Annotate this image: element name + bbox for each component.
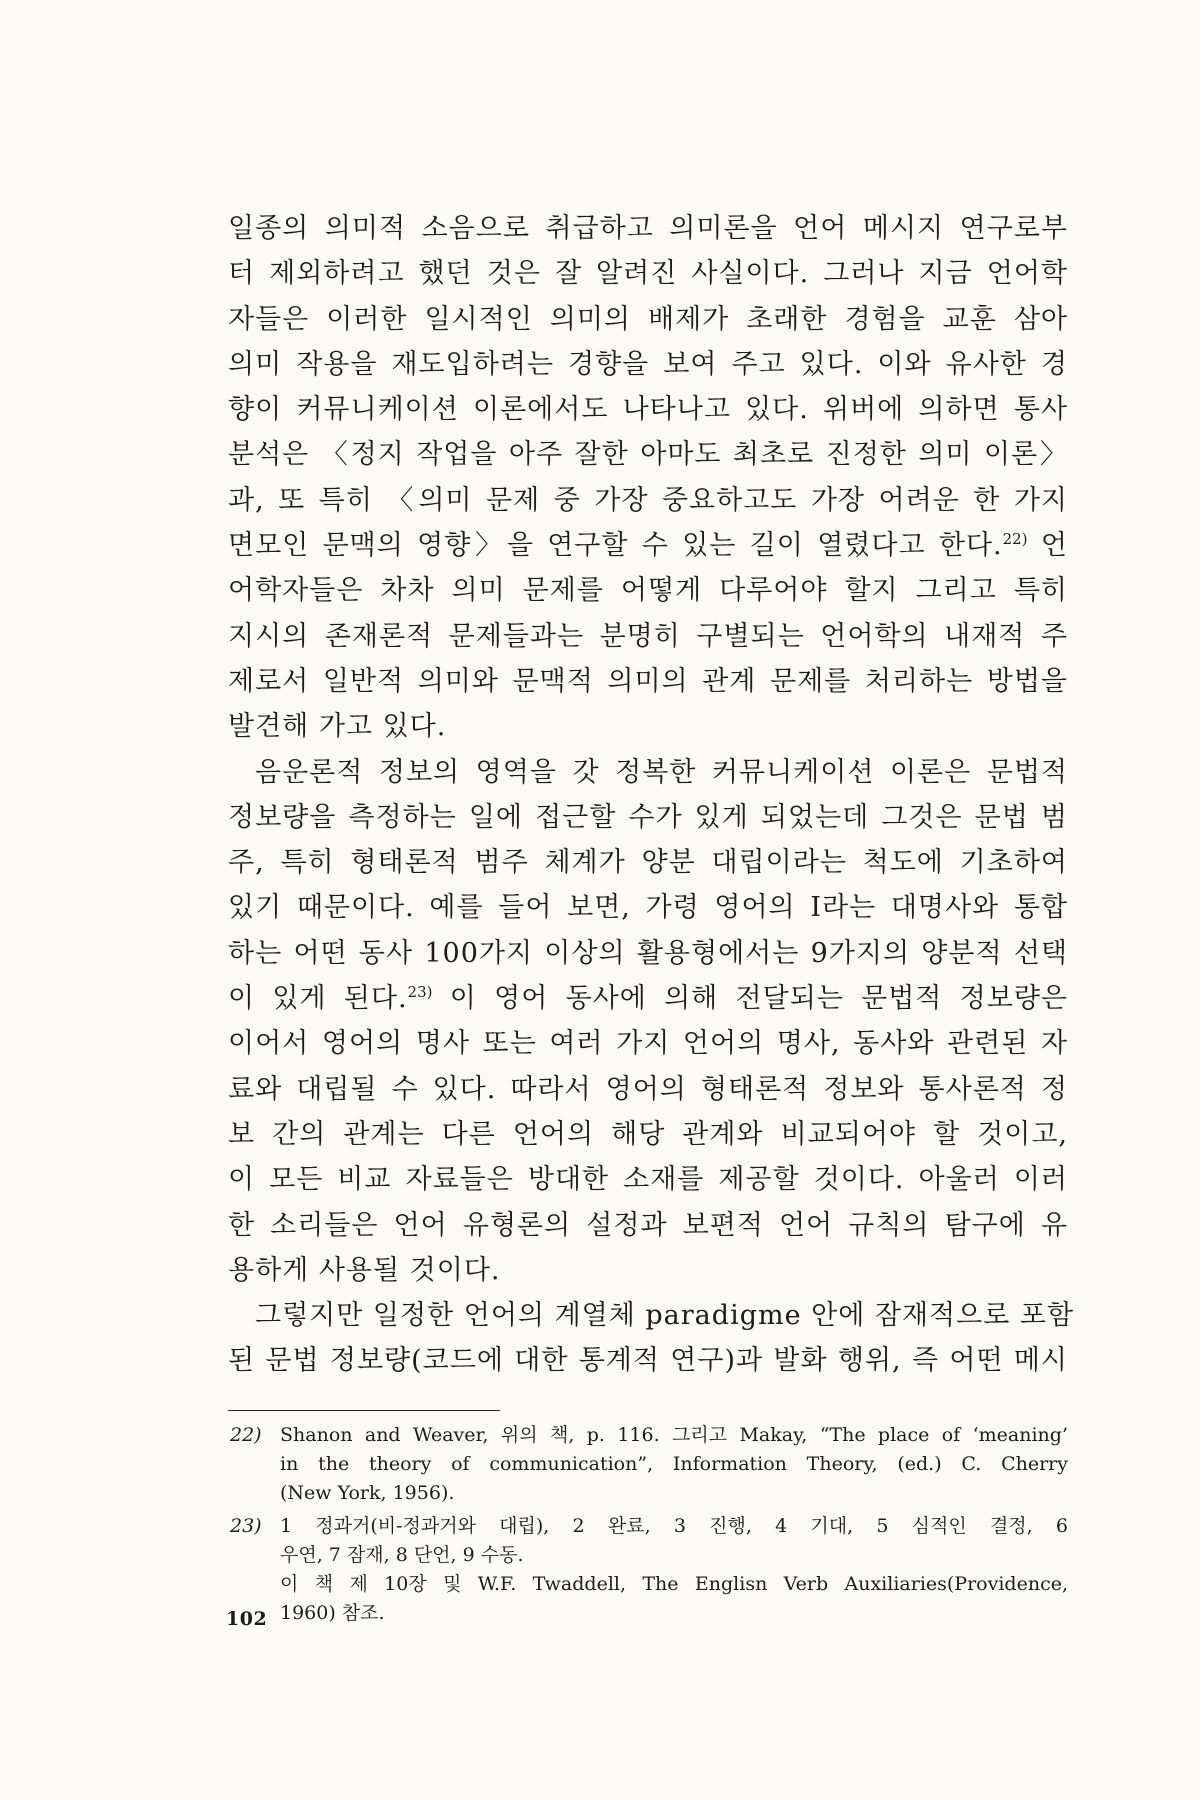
- footnote-ref-22: 22): [1002, 530, 1028, 549]
- text-line: 제로서 일반적 의미와 문맥적 의미의 관계 문제를 처리하는 방법을: [228, 665, 1068, 697]
- text-line: 과, 또 특히 〈의미 문제 중 가장 중요하고도 가장 어려운 한 가지: [228, 484, 1068, 516]
- text-line: 료와 대립될 수 있다. 따라서 영어의 형태론적 정보와 통사론적 정: [228, 1073, 1068, 1105]
- text-line: 이어서 영어의 명사 또는 여러 가지 언어의 명사, 동사와 관련된 자: [228, 1028, 1068, 1060]
- text-line: 분석은 〈정지 작업을 아주 잘한 아마도 최초로 진정한 의미 이론〉: [228, 439, 1068, 471]
- text-line: 터 제외하려고 했던 것은 잘 알려진 사실이다. 그러나 지금 언어학: [228, 258, 1068, 290]
- footnote-line: (New York, 1956).: [280, 1481, 455, 1504]
- text-segment: 면모인 문맥의 영향〉을 연구할 수 있는 길이 열렸다고 한다.: [228, 530, 1003, 562]
- text-line: 용하게 사용될 것이다.: [228, 1254, 501, 1286]
- footnote-divider: [228, 1410, 500, 1411]
- text-line-with-footnote-ref: [228, 976, 1068, 1021]
- text-line-with-footnote-ref: [228, 523, 1068, 568]
- footnote-line: 1 정과거(비-정과거와 대립), 2 완료, 3 진행, 4 기대, 5 심적인 결정, 6: [280, 1514, 1068, 1537]
- footnote-line: 1960) 참조.: [280, 1601, 385, 1624]
- text-line: 정보량을 측정하는 일에 접근할 수가 있게 되었는데 그것은 문법 범: [228, 801, 1068, 833]
- text-line: 발견해 가고 있다.: [228, 711, 447, 743]
- paragraph-2: [228, 750, 1068, 1294]
- text-line: 음운론적 정보의 영역을 갓 정복한 커뮤니케이션 이론은 문법적: [255, 756, 1068, 788]
- paragraph-1: [228, 206, 1068, 750]
- footnote-ref-23: 23): [407, 983, 433, 1002]
- text-segment: 언: [1027, 530, 1068, 562]
- paragraph-3: [228, 1293, 1075, 1384]
- footnote-line: 우연, 7 잠재, 8 단언, 9 수동.: [280, 1543, 524, 1566]
- footnote-23: [228, 1512, 1068, 1628]
- text-line: 어학자들은 차차 의미 문제를 어떻게 다루어야 할지 그리고 특히: [228, 575, 1068, 607]
- footnote-line: Shanon and Weaver, 위의 책, p. 116. 그리고 Makay, “The place of ‘meaning’: [280, 1423, 1068, 1446]
- text-line: 이 모든 비교 자료들은 방대한 소재를 제공할 것이다. 아울러 이러: [228, 1164, 1068, 1196]
- text-line: 자들은 이러한 일시적인 의미의 배제가 초래한 경험을 교훈 삼아: [228, 303, 1068, 335]
- text-segment: 이 영어 동사에 의해 전달되는 문법적 정보량은: [432, 983, 1068, 1015]
- footnotes: [228, 1421, 1068, 1628]
- text-line: 지시의 존재론적 문제들과는 분명히 구별되는 언어학의 내재적 주: [228, 620, 1068, 652]
- text-line: 보 간의 관계는 다른 언어의 해당 관계와 비교되어야 할 것이고,: [228, 1118, 1068, 1150]
- footnote-number: 23): [230, 1514, 262, 1537]
- text-segment: 이 있게 된다.: [228, 983, 408, 1015]
- text-line: 된 문법 정보량(코드에 대한 통계적 연구)과 발화 행위, 즉 어떤 메시: [228, 1345, 1068, 1377]
- text-line: 주, 특히 형태론적 범주 체계가 양분 대립이라는 척도에 기초하여: [228, 847, 1068, 879]
- text-line: 향이 커뮤니케이션 이론에서도 나타나고 있다. 위버에 의하면 통사: [228, 394, 1068, 426]
- page-number: 102: [226, 1608, 268, 1630]
- text-line: 의미 작용을 재도입하려는 경향을 보여 주고 있다. 이와 유사한 경: [228, 348, 1068, 380]
- footnote-line: in the theory of communication”, Information Theory, (ed.) C. Cherry: [280, 1452, 1068, 1475]
- text-line: 있기 때문이다. 예를 들어 보면, 가령 영어의 I라는 대명사와 통합: [228, 892, 1068, 924]
- page-body: [228, 206, 1075, 1632]
- text-line: 일종의 의미적 소음으로 취급하고 의미론을 언어 메시지 연구로부: [228, 213, 1068, 244]
- text-line: 하는 어떤 동사 100가지 이상의 활용형에서는 9가지의 양분적 선택: [228, 937, 1068, 969]
- text-line: 한 소리들은 언어 유형론의 설정과 보편적 언어 규칙의 탐구에 유: [228, 1209, 1068, 1241]
- footnote-number: 22): [230, 1423, 262, 1446]
- text-line: 그렇지만 일정한 언어의 계열체 paradigme 안에 잠재적으로 포함: [255, 1300, 1075, 1332]
- footnote-line: 이 책 제 10장 및 W.F. Twaddell, The Englisn Verb Auxiliaries(Providence,: [280, 1572, 1068, 1595]
- footnote-22: [228, 1421, 1068, 1508]
